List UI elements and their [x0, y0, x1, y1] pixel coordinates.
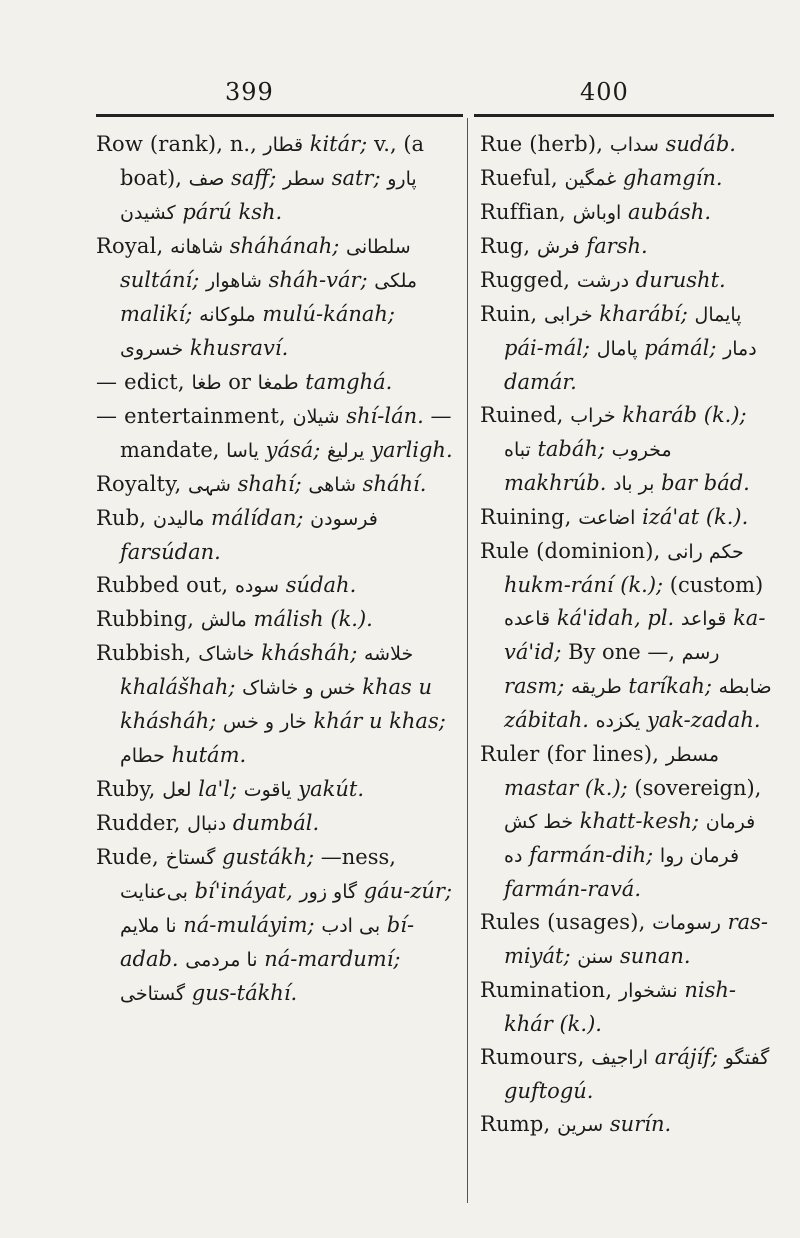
header-rule-right — [474, 114, 774, 117]
dictionary-entry — [480, 501, 772, 535]
headword: Rubbed out, — [96, 573, 229, 597]
arabic-script: خط کش — [504, 811, 574, 833]
entry-text — [566, 200, 573, 224]
dictionary-entry — [96, 569, 460, 603]
transliteration: súdah. — [279, 573, 357, 597]
transliteration: bar bád. — [654, 471, 750, 495]
transliteration: farmán-ravá. — [504, 877, 642, 901]
arabic-script: حکم رانی — [667, 541, 744, 563]
arabic-script: طغا — [191, 372, 222, 394]
headword: Ruffian, — [480, 200, 566, 224]
arabic-script: گستاخ — [165, 847, 216, 869]
transliteration: sunan. — [613, 944, 691, 968]
arabic-script: بی ادب — [321, 915, 381, 937]
transliteration: yarligh. — [364, 438, 453, 462]
transliteration: nish-khár (k.). — [504, 978, 737, 1036]
entry-text: n., — [223, 132, 264, 156]
arabic-script: بی‌عنایت — [120, 881, 188, 903]
transliteration: málish (k.). — [246, 607, 373, 631]
arabic-script: سوده — [234, 575, 280, 597]
headword: Rubbing, — [96, 607, 195, 631]
transliteration: izá'at (k.). — [635, 505, 749, 529]
entry-text — [558, 166, 565, 190]
arabic-script: گستاخی — [120, 983, 186, 1005]
transliteration: khár u khas; — [306, 709, 446, 733]
arabic-script: شیلان — [292, 406, 340, 428]
dictionary-entry — [480, 974, 772, 1041]
arabic-script: سداب — [609, 134, 659, 156]
arabic-script: خس و خاشاک — [242, 677, 356, 699]
arabic-script: قواعد — [680, 608, 727, 630]
arabic-script: فرش — [536, 236, 580, 258]
transliteration: sháh-vár; — [261, 268, 375, 292]
dictionary-entry — [480, 535, 772, 738]
arabic-script: خار و خس — [222, 711, 307, 733]
headword: Rub, — [96, 506, 147, 530]
transliteration: sháhí. — [356, 472, 427, 496]
arabic-script: مالش — [200, 609, 247, 631]
headword: Rugged, — [480, 268, 571, 292]
headword: Rue (herb), — [480, 132, 604, 156]
arabic-script: گفتگو — [724, 1047, 770, 1069]
page-number-left: 399 — [225, 78, 274, 106]
entry-text — [659, 742, 666, 766]
headword: Ruby, — [96, 777, 156, 801]
right-column — [480, 128, 772, 1142]
arabic-script: سرین — [557, 1114, 604, 1136]
entry-text — [146, 506, 153, 530]
dictionary-entry — [480, 738, 772, 906]
entry-text: By one —, — [568, 640, 682, 664]
transliteration: ká'idah, pl. — [550, 606, 681, 630]
transliteration: damár. — [504, 370, 577, 394]
dictionary-entry — [480, 162, 772, 196]
arabic-script: شاهوار — [205, 270, 262, 292]
arabic-script: درشت — [576, 270, 630, 292]
dictionary-entry — [480, 230, 772, 264]
dictionary-entry — [96, 773, 460, 807]
dictionary-entry — [96, 637, 460, 773]
transliteration: ras-miyát; — [504, 910, 769, 968]
arabic-script: قاعده — [504, 608, 551, 630]
arabic-script: خراب — [570, 405, 616, 427]
transliteration: la'l; — [191, 777, 244, 801]
transliteration: sultání; — [120, 268, 206, 292]
arabic-script: فرمان ده — [504, 811, 756, 867]
transliteration: kharáb (k.); — [615, 403, 747, 427]
arabic-script: رسومات — [652, 912, 721, 934]
headword: Rule (dominion), — [480, 539, 661, 563]
arabic-script: طریقه — [571, 676, 622, 698]
transliteration: durusht. — [629, 268, 726, 292]
arabic-script: مسطر — [665, 744, 720, 766]
arabic-script: مالیدن — [152, 508, 205, 530]
page-header — [0, 0, 800, 110]
transliteration: surín. — [603, 1112, 672, 1136]
arabic-script: طمغا — [257, 372, 299, 394]
column-divider — [467, 118, 468, 1203]
arabic-script: حطام — [120, 745, 165, 767]
transliteration: yásá; — [258, 438, 328, 462]
entry-text — [194, 607, 201, 631]
entry-text: — mandate, — [120, 404, 452, 462]
dictionary-entry — [96, 366, 460, 400]
transliteration: ná-mardumí; — [257, 947, 401, 971]
transliteration: ka-vá'id; — [504, 606, 766, 664]
transliteration: malikí; — [120, 302, 200, 326]
transliteration: gáu-zúr; — [357, 879, 453, 903]
arabic-script: ضابطه — [718, 676, 772, 698]
arabic-script: یرلیغ — [327, 440, 365, 462]
transliteration: dumbál. — [226, 811, 320, 835]
transliteration: aubásh. — [621, 200, 712, 224]
entry-text: (custom) — [669, 573, 764, 597]
headword: Rueful, — [480, 166, 558, 190]
arabic-script: اوباش — [572, 202, 622, 224]
transliteration: khalášhah; — [120, 675, 243, 699]
arabic-script: صف — [188, 168, 225, 190]
arabic-script: خرابی — [543, 304, 593, 326]
dictionary-entry — [96, 230, 460, 366]
dictionary-entry — [96, 603, 460, 637]
arabic-script: گاو زور — [299, 881, 358, 903]
transliteration: gustákh; — [215, 845, 321, 869]
transliteration: shahí; — [230, 472, 309, 496]
arabic-script: شاهی — [308, 474, 356, 496]
arabic-script: یکزده — [595, 710, 641, 732]
arabic-script: قطار — [263, 134, 304, 156]
headword: Row (rank), — [96, 132, 224, 156]
dictionary-entry — [480, 399, 772, 501]
entry-text: v., (a boat), — [120, 132, 425, 190]
arabic-script: بر باد — [613, 473, 655, 495]
entry-text — [603, 132, 610, 156]
arabic-script: اراجیف — [591, 1047, 649, 1069]
headword: Rump, — [480, 1112, 551, 1136]
arabic-script: پایمال — [694, 304, 742, 326]
arabic-script: نا مردمی — [185, 949, 258, 971]
arabic-script: خلاشه — [364, 643, 414, 665]
arabic-script: شہی — [188, 474, 231, 496]
transliteration: zábitah. — [504, 708, 596, 732]
dictionary-entry — [96, 128, 460, 230]
dictionary-entry — [480, 196, 772, 230]
headword: — edict, — [96, 370, 185, 394]
transliteration: bí'ináyat, — [187, 879, 300, 903]
arabic-script: شاهانه — [170, 236, 224, 258]
transliteration: khásháh; — [254, 641, 364, 665]
arabic-script: پارو کشیدن — [120, 168, 417, 224]
transliteration: hukm-rání (k.); — [504, 573, 670, 597]
headword: Rudder, — [96, 811, 181, 835]
arabic-script: یاقوت — [243, 779, 292, 801]
headword: Rumours, — [480, 1045, 585, 1069]
headword: Ruin, — [480, 302, 538, 326]
transliteration: saff; — [224, 166, 284, 190]
transliteration: mastar (k.); — [504, 776, 635, 800]
arabic-script: اضاعت — [578, 507, 636, 529]
transliteration: guftogú. — [504, 1079, 594, 1103]
transliteration: satr; — [325, 166, 388, 190]
transliteration: ná-muláyim; — [176, 913, 322, 937]
header-rule-left — [96, 114, 463, 117]
transliteration: kharábí; — [592, 302, 695, 326]
entry-text — [570, 268, 577, 292]
transliteration: párú ksh. — [175, 200, 283, 224]
transliteration: khusraví. — [183, 336, 289, 360]
entry-text — [530, 234, 537, 258]
transliteration: pái-mál; — [504, 336, 597, 360]
transliteration: sháhánah; — [223, 234, 346, 258]
arabic-script: فرمان روا — [659, 845, 740, 867]
arabic-script: دنبال — [187, 813, 227, 835]
transliteration: khas u khásháh; — [120, 675, 433, 733]
transliteration: kitár; — [303, 132, 374, 156]
headword: Rules (usages), — [480, 910, 646, 934]
transliteration: bí-adab. — [120, 913, 415, 971]
arabic-script: نشخوار — [618, 980, 678, 1002]
dictionary-entry — [96, 841, 460, 1011]
arabic-script: ملوکانه — [199, 304, 256, 326]
headword: Royalty, — [96, 472, 182, 496]
transliteration: ghamgín. — [616, 166, 723, 190]
entry-text — [228, 573, 235, 597]
transliteration: mulú-kánah; — [255, 302, 395, 326]
headword: Rumination, — [480, 978, 613, 1002]
dictionary-entry — [96, 502, 460, 569]
transliteration: yakút. — [291, 777, 365, 801]
arabic-script: فرسودن — [310, 508, 378, 530]
arabic-script: پامال — [596, 338, 638, 360]
dictionary-entry — [480, 264, 772, 298]
transliteration: farsh. — [579, 234, 648, 258]
page-number-right: 400 — [580, 78, 629, 106]
headword: Rubbish, — [96, 641, 192, 665]
entry-text — [159, 845, 166, 869]
headword: Ruler (for lines), — [480, 742, 660, 766]
transliteration: arájíf; — [648, 1045, 725, 1069]
transliteration: farmán-dih; — [522, 843, 660, 867]
dictionary-entry — [480, 298, 772, 399]
arabic-script: تباه — [504, 439, 531, 461]
transliteration: gus-tákhí. — [185, 981, 298, 1005]
entry-text — [286, 404, 293, 428]
transliteration: málídan; — [204, 506, 311, 530]
arabic-script: ملکی — [374, 270, 418, 292]
arabic-script: نا ملایم — [120, 915, 177, 937]
headword: Rug, — [480, 234, 531, 258]
dictionary-entry — [480, 1041, 772, 1108]
transliteration: farsúdan. — [120, 540, 221, 564]
dictionary-entry — [96, 468, 460, 502]
entry-text: (sovereign), — [634, 776, 762, 800]
arabic-script: مخروب — [611, 439, 672, 461]
transliteration: sudáb. — [658, 132, 736, 156]
entry-text — [612, 978, 619, 1002]
arabic-script: لعل — [162, 779, 192, 801]
transliteration: shí-lán. — [339, 404, 431, 428]
headword: Rude, — [96, 845, 159, 869]
headword: — entertainment, — [96, 404, 286, 428]
arabic-script: سنن — [577, 946, 614, 968]
headword: Royal, — [96, 234, 164, 258]
entry-text: or — [221, 370, 258, 394]
arabic-script: یاسا — [226, 440, 259, 462]
headword: Ruining, — [480, 505, 572, 529]
transliteration: makhrúb. — [504, 471, 614, 495]
entry-text: —ness, — [320, 845, 396, 869]
transliteration: yak-zadah. — [640, 708, 761, 732]
arabic-script: دمار — [723, 338, 757, 360]
transliteration: taríkah; — [621, 674, 719, 698]
dictionary-entry — [96, 807, 460, 841]
arabic-script: سلطانی — [346, 236, 411, 258]
transliteration: khatt-kesh; — [573, 809, 706, 833]
transliteration: rasm; — [504, 674, 571, 698]
left-column — [96, 128, 460, 1011]
arabic-script: غمگین — [564, 168, 617, 190]
dictionary-entry — [480, 1108, 772, 1142]
dictionary-entry — [96, 400, 460, 468]
dictionary-entry — [480, 906, 772, 974]
headword: Ruined, — [480, 403, 564, 427]
arabic-script: سطر — [283, 168, 326, 190]
dictionary-entry — [480, 128, 772, 162]
arabic-script: خسروی — [120, 338, 184, 360]
transliteration: hutám. — [164, 743, 247, 767]
arabic-script: خاشاک — [198, 643, 255, 665]
transliteration: tamghá. — [298, 370, 393, 394]
transliteration: pámál; — [637, 336, 724, 360]
transliteration: tabáh; — [530, 437, 612, 461]
entry-text — [537, 302, 544, 326]
arabic-script: رسم — [681, 642, 720, 664]
